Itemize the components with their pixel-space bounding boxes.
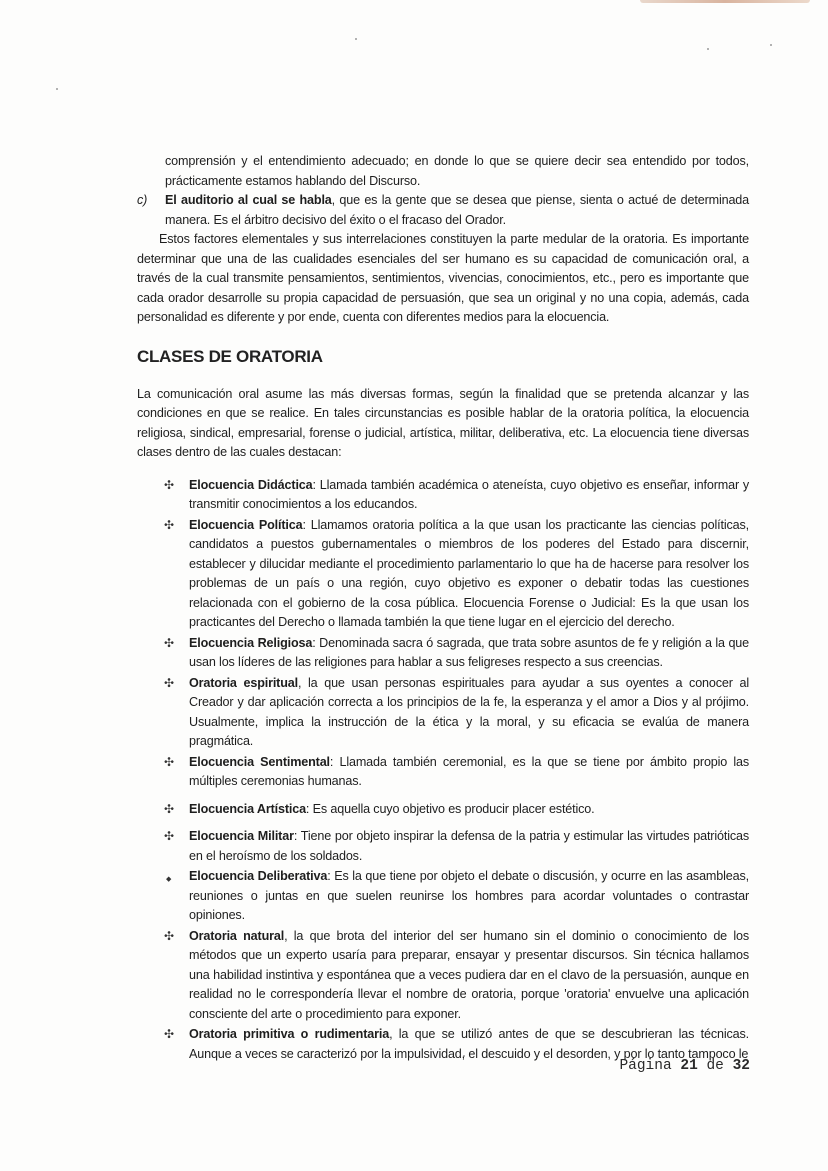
total-pages: 32 xyxy=(732,1058,750,1074)
list-item xyxy=(137,674,749,752)
list-item xyxy=(137,516,749,633)
continuation-paragraph: comprensión y el entendimiento adecuado; en donde lo que se quiere decir sea entendido por todos, prácticamente estamos hablando del Discurso. xyxy=(165,154,749,188)
list-item xyxy=(137,476,749,515)
item-sep: : xyxy=(305,801,310,816)
item-text: Llamada también académica o ateneísta, cuyo objetivo es enseñar, informar y transmitir conocimientos a los educandos. xyxy=(189,477,749,511)
diamond-bullet-icon: ✣ xyxy=(164,801,174,816)
list-item xyxy=(137,753,749,792)
scan-speck xyxy=(355,38,357,40)
item-text: Tiene por objeto inspirar la defensa de la patria y estimular las virtudes patrióticas en el heroísmo de los soldados. xyxy=(189,829,749,863)
item-sep: , xyxy=(284,928,288,943)
diamond-bullet-icon: ✣ xyxy=(164,829,174,843)
page-number xyxy=(619,1058,750,1074)
oratory-classes-list xyxy=(137,476,749,1065)
list-item xyxy=(137,927,749,1025)
list-item xyxy=(137,827,749,866)
item-text: Llamamos oratoria política a la que usan los practicante las ciencias políticas, candidatos a puestos gubernamentales o miembros de los poderes del Estado para discernir, establecer y dilucidar mediante el procedimiento parlamentario lo que ha de hacerse para resolver los problemas de un país o una región, cuyo objetivo es exponer o debatir todas las cuestiones relacionada con el gobierno de la cosa pública. Elocuencia Forense o Judicial: Es la que usan los practicantes del Derecho o llamada también la que tiene lugar en el ejercicio del derecho. xyxy=(189,517,749,629)
diamond-bullet-icon: ✣ xyxy=(164,928,174,943)
item-sep: , xyxy=(297,675,302,690)
item-sep: , xyxy=(389,1027,393,1041)
item-title: Elocuencia Artística xyxy=(189,801,306,816)
diamond-bullet-icon: ✣ xyxy=(164,754,174,769)
item-text: la que se utilizó antes de que se descubrieran las técnicas. Aunque a veces se caracterizó por la impulsividad, el descuido y el desorden, y por lo tanto tampoco le xyxy=(189,1027,749,1061)
section-heading: CLASES DE ORATORIA xyxy=(137,346,323,366)
item-sep: : xyxy=(312,635,316,650)
scan-speck xyxy=(707,48,709,50)
item-text: la que brota del interior del ser humano sin el dominio o conocimiento de los métodos que un experto usaría para preparar, ensayar y presentar discursos. Sin técnica hallamos una habilidad instintiva y espontánea que a veces pudiera dar en el clavo de la persuasión, aunque en realidad no le correspondería llevar el nombre de oratoria, porque 'oratoria' envuelve una aplicación consciente del arte o procedimiento para exponer. xyxy=(189,928,750,1021)
scan-edge-mark xyxy=(640,0,810,3)
item-title: Oratoria natural xyxy=(189,928,285,943)
item-sep: : xyxy=(302,517,306,532)
item-title: Oratoria espiritual xyxy=(189,675,298,690)
scan-speck xyxy=(770,44,772,46)
item-title: Elocuencia Religiosa xyxy=(189,635,313,650)
document-page xyxy=(137,152,749,1065)
item-text: la que usan personas espirituales para ayudar a sus oyentes a conocer al Creador y dar aplicación correcta a los principios de la fe, la esperanza y el amor a Dios y al prójimo. Usualmente, implica la instrucción de la ética y la moral, y su eficacia se evalúa de manera pragmática. xyxy=(189,675,749,748)
item-text: Llamada también ceremonial, es la que se tiene por ámbito propio las múltiples ceremonias humanas. xyxy=(189,754,749,788)
item-sep: : xyxy=(329,754,334,769)
item-text: Es la que tiene por objeto el debate o discusión, y ocurre en las asambleas, reuniones o juntas en que suelen reunirse los hombres para acordar voluntades o contrastar opiniones. xyxy=(189,869,749,922)
current-page: 21 xyxy=(680,1058,698,1074)
item-text: Es aquella cuyo objetivo es producir placer estético. xyxy=(309,801,595,816)
item-sep: : xyxy=(327,869,331,883)
item-sep: : xyxy=(312,477,316,492)
small-diamond-bullet-icon: ◆ xyxy=(166,876,172,883)
item-title: Elocuencia Didáctica xyxy=(189,477,313,492)
page-label: Página xyxy=(619,1058,681,1074)
page-of: de xyxy=(697,1058,733,1074)
item-c-text: , que es la gente que se desea que piense, sienta o actué de determinada manera. Es el árbitro decisivo del éxito o el fracaso del Orador. xyxy=(165,193,750,227)
item-title: Elocuencia Militar xyxy=(189,829,294,843)
scan-speck xyxy=(56,88,58,90)
diamond-bullet-icon: ✣ xyxy=(164,1027,174,1041)
diamond-bullet-icon: ✣ xyxy=(164,477,174,492)
list-item xyxy=(137,867,749,926)
summary-paragraph: Estos factores elementales y sus interrelaciones constituyen la parte medular de la oratoria. Es importante determinar que una de las cualidades esenciales del ser humano es su capacidad de comunicación oral, a través de la cual transmite pensamientos, sentimientos, vivencias, conocimientos, etc., pero es importante que cada orador desarrolle su propia capacidad de persuasión, que sea un original y no una copia, además, cada personalidad es diferente y por ende, cuenta con diferentes medios para la elocuencia. xyxy=(137,232,749,324)
item-label: c) xyxy=(137,193,148,207)
item-title: Elocuencia Sentimental xyxy=(189,754,330,769)
diamond-bullet-icon: ✣ xyxy=(164,517,174,532)
list-item xyxy=(137,800,749,820)
item-title: Elocuencia Política xyxy=(189,517,303,532)
diamond-bullet-icon: ✣ xyxy=(164,675,174,690)
intro-paragraph: La comunicación oral asume las más diversas formas, según la finalidad que se pretenda alcanzar y las condiciones en que se realice. En tales circunstancias es posible hablar de la oratoria política, la elocuencia religiosa, sindical, empresarial, forense o judicial, artística, militar, deliberativa, etc. La elocuencia tiene diversas clases dentro de las cuales destacan: xyxy=(137,386,749,459)
diamond-bullet-icon: ✣ xyxy=(164,635,174,650)
item-title: Elocuencia Deliberativa xyxy=(189,869,328,883)
item-title: Oratoria primitiva o rudimentaria xyxy=(189,1027,390,1041)
list-item xyxy=(137,634,749,673)
list-item-c xyxy=(137,191,749,230)
item-c-title: El auditorio al cual se habla xyxy=(165,193,332,207)
item-sep: : xyxy=(293,829,298,843)
item-text: Denominada sacra ó sagrada, que trata sobre asuntos de fe y religión a la que usan los líderes de las religiones para hablar a sus feligreses respecto a sus creencias. xyxy=(189,635,750,669)
